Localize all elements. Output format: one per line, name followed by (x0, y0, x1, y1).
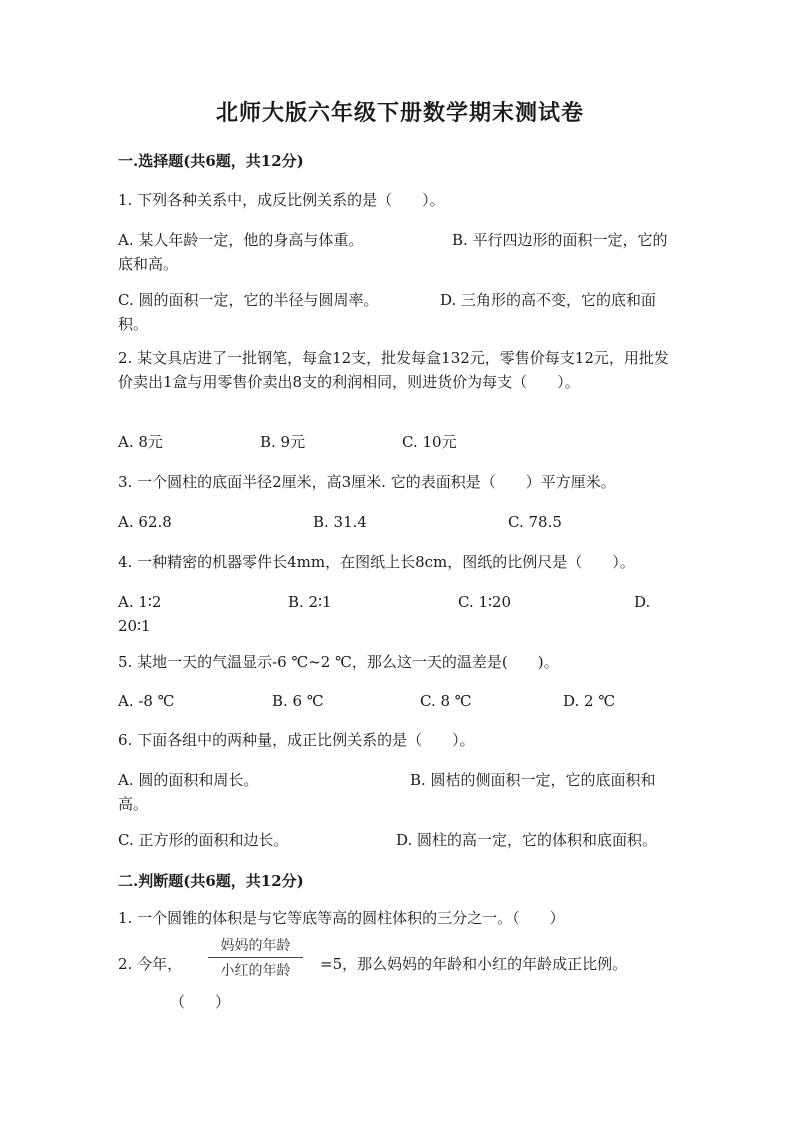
q1-option-b: B. 平行四边形的面积一定，它的底和高。 (118, 231, 668, 273)
q1-option-a: A. 某人年龄一定，他的身高与体重。 (118, 231, 364, 249)
question-3: 3. 一个圆柱的底面半径2厘米，高3厘米. 它的表面积是（ ）平方厘米。 (118, 473, 616, 491)
q2-option-a: A. 8元 (118, 433, 163, 451)
question-1: 1. 下列各种关系中，成反比例关系的是（ ）。 (118, 191, 445, 209)
q6-option-b: B. 圆桔的侧面积一定，它的底面积和高。 (118, 771, 656, 813)
q4-option-d: D. 20∶1 (118, 593, 651, 635)
q6-option-d: D. 圆柱的高一定，它的体积和底面积。 (396, 831, 658, 849)
q4-option-a: A. 1∶2 (118, 593, 162, 611)
page-title: 北师大版六年级下册数学期末测试卷 (215, 100, 584, 126)
question-5: 5. 某地一天的气温显示-6 ℃~2 ℃，那么这一天的温差是( )。 (118, 653, 559, 671)
judgement-2-text: =5，那么妈妈的年龄和小红的年龄成正比例。 (320, 955, 628, 973)
section-heading-judgement: 二.判断题(共6题，共12分) (118, 872, 304, 890)
judgement-2-answer-blank: （ ） (170, 993, 231, 1011)
fraction-numerator: 妈妈的年龄 (220, 938, 291, 954)
q5-option-c: C. 8 ℃ (420, 692, 472, 710)
q1-option-c: C. 圆的面积一定，它的半径与圆周率。 (118, 291, 379, 309)
fraction-denominator: 小红的年龄 (220, 963, 291, 979)
question-4: 4. 一种精密的机器零件长4mm，在图纸上长8cm，图纸的比例尺是（ ）。 (118, 553, 635, 571)
judgement-1: 1. 一个圆锥的体积是与它等底等高的圆柱体积的三分之一。（ ） (118, 909, 565, 927)
q3-option-c: C. 78.5 (508, 513, 562, 531)
q4-option-b: B. 2∶1 (288, 593, 332, 611)
q5-option-d: D. 2 ℃ (563, 692, 616, 710)
age-ratio-fraction (208, 935, 303, 980)
q2-option-c: C. 10元 (402, 433, 457, 451)
q2-option-b: B. 9元 (260, 433, 306, 451)
section-heading-choice: 一.选择题(共6题，共12分) (118, 152, 304, 170)
q3-option-b: B. 31.4 (313, 513, 367, 531)
q3-option-a: A. 62.8 (118, 513, 172, 531)
question-2: 2. 某文具店进了一批钢笔，每盒12支，批发每盒132元，零售价每支12元，用批发价卖出1盒与用零售价卖出8支的利润相同，则进货价为每支（ ）。 (118, 349, 669, 391)
q5-option-a: A. -8 ℃ (118, 692, 175, 710)
q5-option-b: B. 6 ℃ (272, 692, 324, 710)
q6-option-a: A. 圆的面积和周长。 (118, 771, 259, 789)
q1-option-d: D. 三角形的高不变，它的底和面积。 (118, 291, 657, 333)
question-6: 6. 下面各组中的两种量，成正比例关系的是（ ）。 (118, 731, 475, 749)
judgement-2-prefix: 2. 今年， (118, 955, 183, 973)
q6-option-c: C. 正方形的面积和边长。 (118, 831, 289, 849)
q4-option-c: C. 1∶20 (458, 593, 512, 611)
